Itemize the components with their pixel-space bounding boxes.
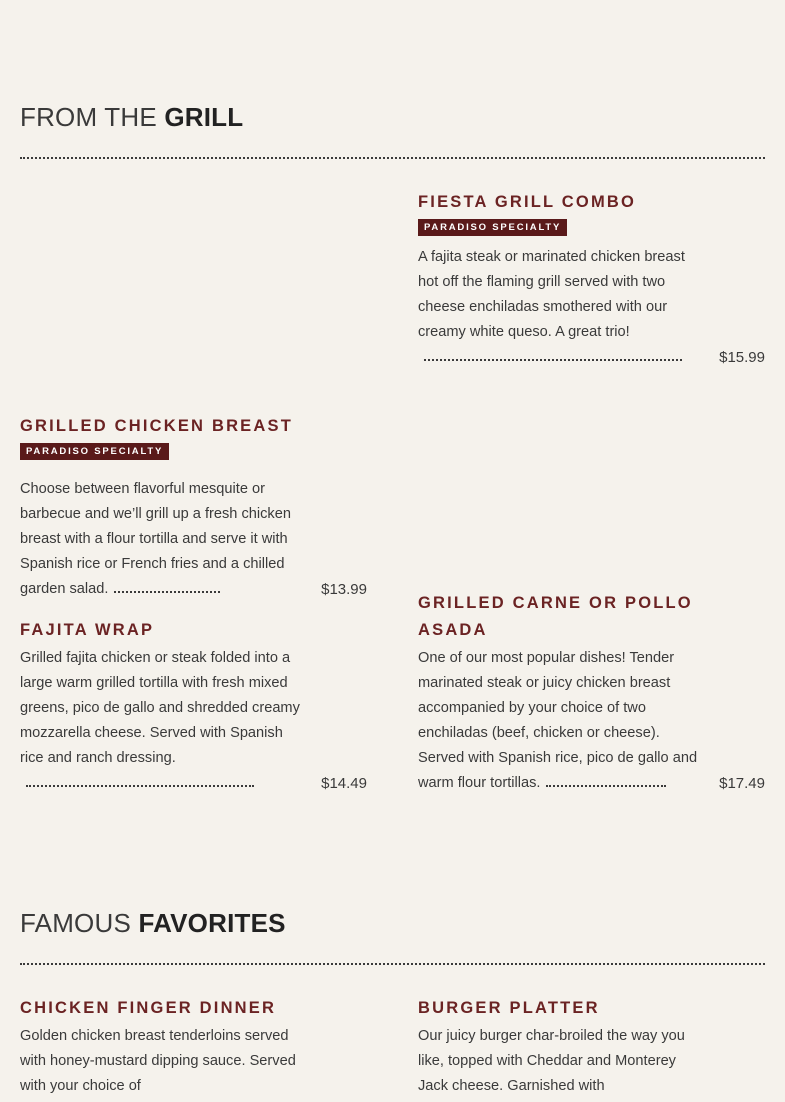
price-leader [114, 591, 220, 593]
section-title-light: FROM THE [20, 102, 157, 132]
menu-item-fajita-wrap [20, 617, 367, 796]
menu-item-description: One of our most popular dishes! Tender marinated steak or juicy chicken breast accompanied by your choice of two enchiladas (beef, chicken or cheese). Served with Spanish rice, pico de gallo and warm flour tortillas. [418, 650, 698, 791]
menu-item-price: $17.49 [719, 775, 765, 792]
menu-item-name: FIESTA GRILL COMBO [418, 193, 637, 211]
menu-item-title [20, 413, 340, 467]
price-leader [424, 359, 682, 361]
section-divider [20, 963, 765, 965]
menu-item-chicken-finger-dinner [20, 995, 367, 1099]
menu-item-title [20, 995, 367, 1022]
menu-item-title [418, 189, 765, 243]
menu-item-name: CHICKEN FINGER DINNER [20, 999, 277, 1017]
price-leader [546, 785, 666, 787]
menu-item-grilled-chicken-breast [20, 413, 367, 602]
section-title-favorites [20, 907, 286, 939]
menu-item-fiesta-grill-combo [418, 189, 765, 370]
section-title-light: FAMOUS [20, 908, 131, 938]
menu-item-price: $14.49 [321, 775, 367, 792]
menu-item-grilled-carne-or-pollo-asada [418, 590, 765, 796]
menu-item-description: Golden chicken breast tenderloins served with honey-mustard dipping sauce. Served with your choice of [20, 1028, 296, 1094]
menu-item-description: Grilled fajita chicken or steak folded into a large warm grilled tortilla with fresh mixed greens, pico de gallo and shredded creamy mozzarella cheese. Served with Spanish rice and ranch dressing. [20, 646, 300, 796]
menu-item-title [20, 617, 367, 644]
menu-item-name: FAJITA WRAP [20, 621, 155, 639]
menu-item-description: A fajita steak or marinated chicken breast hot off the flaming grill served with two cheese enchiladas smothered with our creamy white queso. A great trio! [418, 245, 698, 370]
specialty-badge: PARADISO SPECIALTY [418, 219, 567, 236]
menu-item-price: $15.99 [719, 349, 765, 366]
specialty-badge: PARADISO SPECIALTY [20, 443, 169, 460]
section-divider [20, 157, 765, 159]
menu-item-price: $13.99 [321, 581, 367, 598]
menu-item-name: GRILLED CARNE OR POLLO ASADA [418, 594, 693, 639]
section-title-bold: FAVORITES [138, 908, 286, 938]
menu-item-description: Our juicy burger char-broiled the way you like, topped with Cheddar and Monterey Jack cheese. Garnished with [418, 1028, 685, 1094]
menu-item-description: Choose between flavorful mesquite or barbecue and we’ll grill up a fresh chicken breast with a flour tortilla and serve it with Spanish rice or French fries and a chilled garden salad. [20, 481, 291, 597]
menu-item-name: GRILLED CHICKEN BREAST [20, 417, 293, 435]
section-title-bold: GRILL [164, 102, 244, 132]
section-title-grill [20, 101, 243, 133]
menu-item-title [418, 590, 765, 644]
menu-item-burger-platter [418, 995, 765, 1099]
menu-item-name: BURGER PLATTER [418, 999, 600, 1017]
price-leader [26, 785, 254, 787]
menu-item-title [418, 995, 765, 1022]
